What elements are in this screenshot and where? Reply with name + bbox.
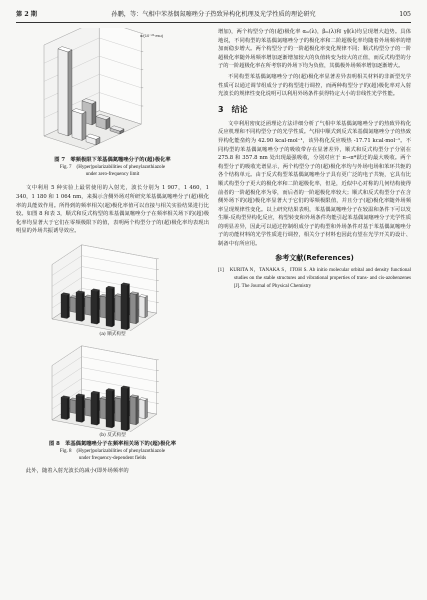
figure-7-caption-en-2: under zero-frequency limit [85,172,140,178]
bar-side [97,290,100,324]
bar-side [145,296,148,318]
bar [130,396,136,424]
figure-7-axis-label: α/(10⁻²³·esu) [140,33,164,38]
bar [85,399,91,416]
bar [106,288,112,327]
reference-1: [1] KURITA N，TANAKA S，ITOH S. Ab initio molecular orbital and density functional studies on the stable structures and vibrational properties of trans- and cis-azobenzenes [J]. The Journal of Physical Chemistry [218,267,411,289]
bar-side [92,102,96,125]
references-heading: 参考文献(References) [275,253,354,262]
bar [139,399,145,418]
bar-side [82,292,85,321]
bar [76,292,82,321]
bar-side [112,390,115,428]
right-paragraph-2: 不同构型苯基偶氮噻唑分子的(超)极化率显著差异表明相关材料的非新型光学性质可以通过调节组成分子的构型进行调控，而两种构型分子的(超)极化率对入射光波长的规律性变化说明可以利用外场条件获得特定大小的非线性光学性能。 [218,73,411,98]
back-wall [99,28,141,124]
bar [115,295,121,321]
bar [121,387,127,430]
bar [70,399,76,413]
issue-number: 第 2 期 [16,11,37,18]
bar [139,296,145,318]
right-column [218,28,411,291]
bar [106,390,112,428]
bar [121,284,127,329]
figure-7-chart [16,28,209,155]
bar [91,393,97,425]
bar [61,294,67,318]
right-paragraph-1: 增加)，两个构型分子的(超)极化率 αₘ(λ)，βₘ(λ)和 γ∥(λ)均呈现增大趋势。具体地说，不同构型的苯基偶氮噻唑分子的极化率和二阶超极化率均随着外场频率的增加而稳步增大。两个构型分子的一阶超极化率变化规律不同；顺式构型分子的一阶超极化率随外场频率增加逐渐增加较大的负值转变为较大的正值，而反式构型的分子的一阶超极化率在所考察的外场下均为负值，其偶极外场频率增加逐渐增大。 [218,29,411,70]
figure-8b-svg [38,340,188,432]
bar-side [82,112,86,141]
page-number: 105 [399,11,411,18]
figure-8b-chart [38,340,188,432]
bar [72,111,82,141]
bar-side [67,294,70,319]
bar [100,398,106,419]
bar-side [97,392,100,425]
figure-7 [16,28,209,178]
bar [130,293,136,323]
bar-side [127,284,130,330]
bar [85,296,91,315]
figure-8-caption-cn: 图 8 苯基偶氮噻唑分子在频率相关场下的(超)极化率 [48,440,177,447]
figure-8 [38,239,188,439]
bar-side [82,395,85,422]
bar-side [145,399,148,419]
figure-7-caption-cn: 图 7 零频极限下苯基偶氮噻唑分子的(超)极化率 [54,157,171,163]
bar-side [67,397,70,420]
figure-8a-chart [38,239,188,331]
header-rule [16,22,411,23]
bar [58,49,68,136]
left-paragraph-1: 文中利用 5 种实验上最常使用的入射光，波长分别为 1 907，1 460，1 340，1 180 和 1 064 nm，来揭示含侧外场对所研究苯基偶氮噻唑分子(超)极化率的具能效作用。所得到的频率相关(超)极化率值可以直接与相关实验结果进行比较。如图 8 和表 3，顺式和反式构型的苯基偶氮噻唑分子在频率相关场下的(超)极化率均显著大于它们在零频极限下的值，表明两个构型分子的(超)极化率均表现出明显的外场共振诱导效应。 [16,185,209,235]
bar-side [127,387,130,431]
bar-side [112,287,115,327]
left-paragraph-2: 此外，随着入射光波长的减小(即外场频率的 [26,468,129,475]
left-column [16,28,209,478]
figure-7-svg [16,28,209,155]
figure-7-caption-en-1: Fig. 7 (Hyper)polarizabilities of phenylazothiazole [59,165,166,171]
bar-side [136,293,139,324]
section-heading-conclusion: 3 结论 [218,104,248,114]
running-header [16,9,411,21]
figure-8b-label: (b) 反式构型 [99,432,126,438]
bar [100,296,106,318]
bar [61,397,67,419]
bar-side [136,396,139,425]
right-paragraph-3: 文中利用密度泛函理论方法详细分析了气相中苯基偶氮噻唑分子的热致异构化反应机理和不同构型分子的光学性质。气相中顺式到反式苯基偶氮噻唑分子的热致异构化能垒约为 42.90 kcal·mol⁻¹，该异构化反应吸热 -17.71 kcal·mol⁻¹。不同构型的苯基偶氮噻唑分子的吸收带存在显著差异，顺式和反式构型分子分别在 275.8 和 357.8 nm 处出现最强吸收，分别对应于 π→π*跃迁的最大吸收。两个构型分子的吸收光谱显示，两个构型分子的(超)极化率均与外场电场和苯环共轭的各个结构单元。由于反式构型苯基偶氮噻唑分子具有更广泛的电子共轭，它具有比顺式构型分子更大的极化率和二阶超极化率，但是，近似中心对称的几何结构使得前者的一阶超极化率为零，而后者的一阶超极化率较大；顺式和反式构型分子在含侧外场下的(超)极化率显著大于它们的零频极限值，并且分子(超)极化率随外场频率呈现规律性变化。以上研究结果表明，苯基偶氮噻唑分子在较温和条件下可以发生顺-反构型异构化反应，构型转变和外场条件均能引起苯基偶氮噻唑分子光学性质的明显差异，因此可以通过控制组成分子的构型和外场条件对基于苯基偶氮噻唑分子的功能材料的光学性质进行调控，相关分子材料也因此有望在光学开关的设计、制备中有所应用。 [218,120,411,248]
bar-side [68,50,72,136]
figure-8a-svg [38,239,188,331]
running-title: 孙鹏，等：气相中苯基偶氮噻唑分子热致异构化机理及光学性质的理论研究 [111,11,316,18]
figure-8a-label: (a) 顺式构型 [99,331,126,337]
figure-8-caption-en-1: Fig. 8 (Hyper)polarizabilities of phenylazothiazole [59,449,166,455]
bar [115,398,121,422]
bar [70,297,76,312]
bar [91,290,97,324]
bar [76,395,82,422]
figure-8-caption-en-2: under frequency-dependent fields [78,456,147,462]
